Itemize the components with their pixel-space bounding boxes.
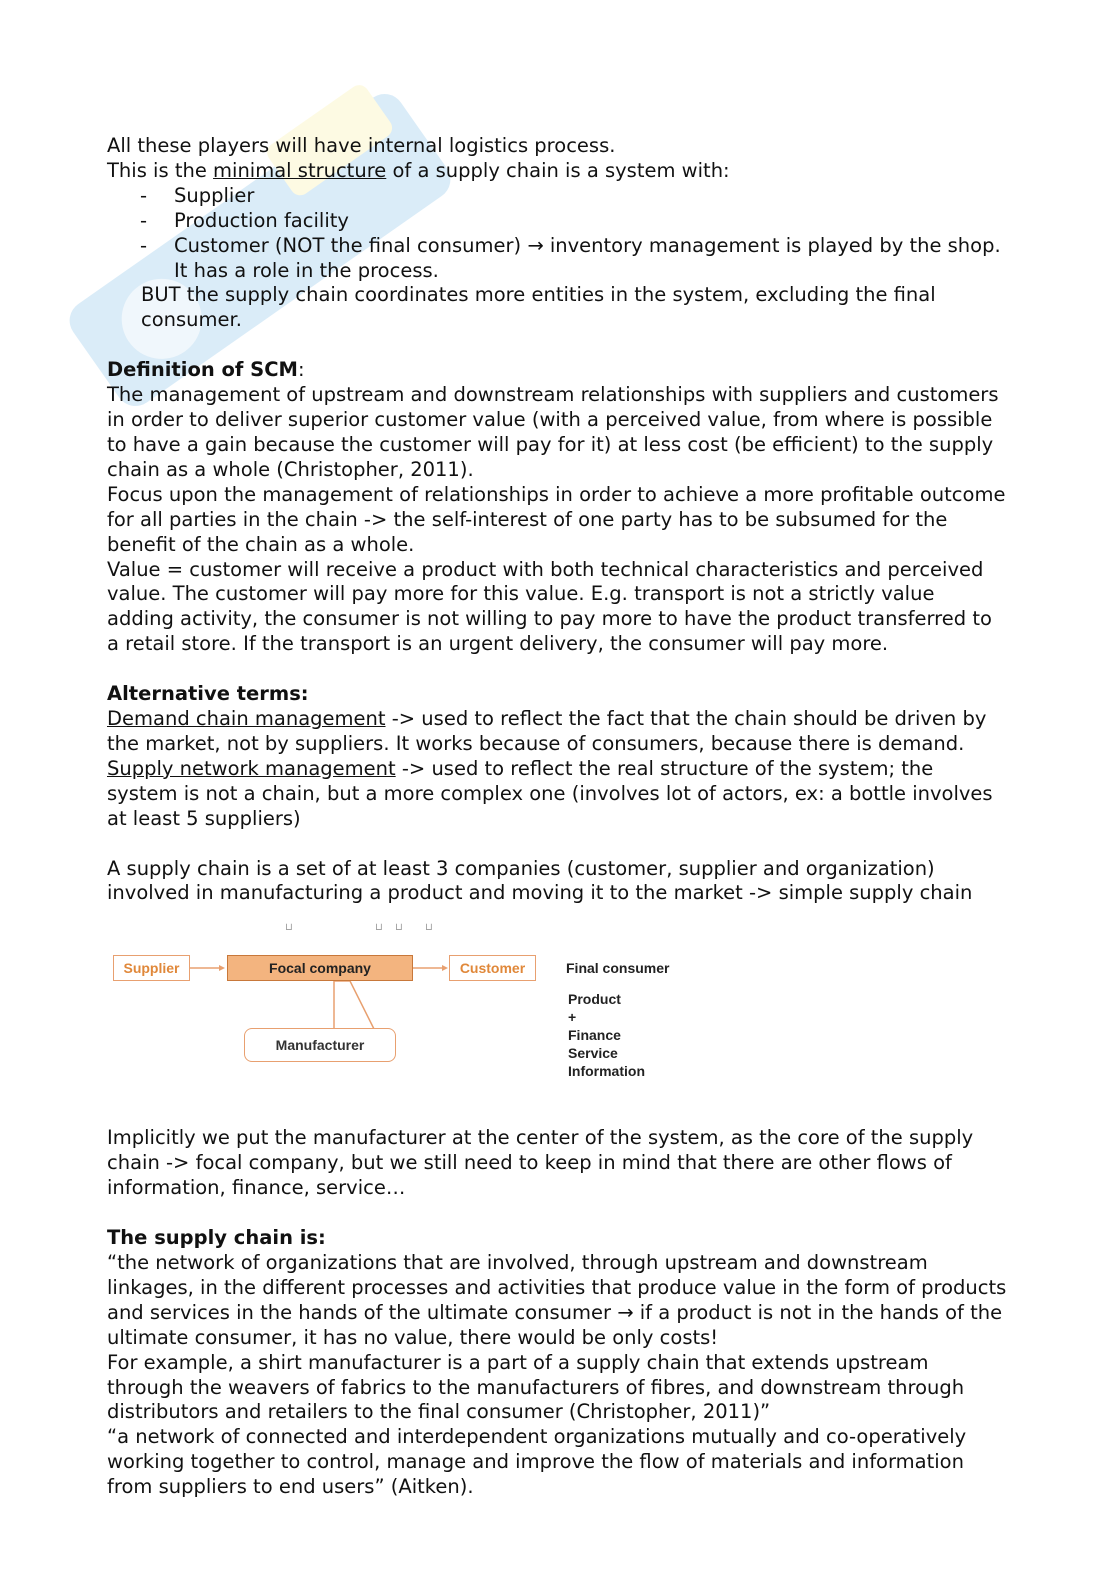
- focus-paragraph: Focus upon the management of relationships in order to achieve a more profitable outcome for all parties in the chain -> the self-interest of one party has to be subsumed for the benefit of the chain as a whole.: [107, 482, 1006, 556]
- intro-line: All these players will have internal logistics process.: [107, 134, 616, 157]
- flow-product: Product: [568, 991, 621, 1008]
- demand-chain-term: Demand chain management: [107, 707, 386, 731]
- flow-finance: Finance: [568, 1027, 621, 1044]
- structure-list: [107, 184, 1007, 284]
- flow-service: Service: [568, 1045, 618, 1062]
- aitken-quote: “a network of connected and interdependent organizations mutually and co-operatively working together to control, manage and improve the flow of materials and information from suppliers to end users” (Aitken).: [107, 1425, 967, 1499]
- implicit-paragraph: Implicitly we put the manufacturer at the center of the system, as the core of the supply chain -> focal company, but we still need to keep in mind that there are other flows of information, finance, service…: [107, 1126, 974, 1200]
- supply-chain-diagram: ⊔ ⊔ ⊔ ⊔ Supplier Focal company Customer Manufacturer Final consumer Product + Finance Service Information: [107, 926, 1007, 1126]
- customer-box: Customer: [449, 955, 536, 981]
- callout-pointer: [334, 981, 374, 1029]
- example-paragraph: For example, a shirt manufacturer is a part of a supply chain that extends upstream through the weavers of fabrics to the manufacturers of fibres, and downstream through distributors and retailers to the final consumer (Christopher, 2011)”: [107, 1350, 965, 1424]
- definition-paragraph: The management of upstream and downstream relationships with suppliers and customers in order to deliver superior customer value (with a perceived value, from where is possible to have a gain because the customer will pay for it) at less cost (be efficient) to the supply chain as a whole (Christopher, 2011).: [107, 383, 999, 481]
- but-line: BUT the supply chain coordinates more entities in the system, excluding the final consumer.: [141, 283, 936, 332]
- intro-structure-line: This is the minimal structure of a supply chain is a system with:: [107, 158, 730, 182]
- demand-chain-paragraph: Demand chain management -> used to reflect the fact that the chain should be driven by the market, not by suppliers. It works because of consumers, because there is demand.: [107, 707, 987, 755]
- supply-network-paragraph: Supply network management -> used to reflect the real structure of the system; the system is not a chain, but a more complex one (involves lot of actors, ex: a bottle involves at least 5 suppliers): [107, 756, 993, 830]
- alternative-terms-heading: Alternative terms:: [107, 682, 309, 706]
- list-item: - Customer (NOT the final consumer) → inventory management is played by the shop. It has a role in the process.: [174, 234, 1007, 284]
- arrow-head: [219, 965, 225, 971]
- flows-list: [568, 990, 645, 1080]
- list-item: - Production facility: [174, 209, 1007, 234]
- flow-plus: +: [568, 1009, 577, 1026]
- manufacturer-box: Manufacturer: [244, 1028, 396, 1062]
- value-paragraph: Value = customer will receive a product with both technical characteristics and perceived value. The customer will pay more for this value. E.g. transport is not a strictly value adding activity, the consumer is not willing to pay more to have the product transferred to a retail store. If the transport is an urgent delivery, the consumer will pay more.: [107, 557, 992, 656]
- focal-company-box: Focal company: [227, 955, 413, 981]
- supply-chain-quote: “the network of organizations that are involved, through upstream and downstream linkages, in the different processes and activities that produce value in the form of products and services in the hands of the ultimate consumer → if a product is not in the hands of the ultimate consumer, it has no value, there would be only costs!: [107, 1251, 1007, 1349]
- supplier-box: Supplier: [113, 955, 190, 981]
- supply-chain-heading: The supply chain is:: [107, 1226, 326, 1250]
- supply-network-term: Supply network management: [107, 756, 396, 780]
- flow-information: Information: [568, 1063, 645, 1080]
- list-item: - Supplier: [174, 184, 1007, 209]
- arrow-head: [442, 965, 448, 971]
- final-consumer-label: Final consumer: [566, 960, 670, 977]
- simple-chain-paragraph: A supply chain is a set of at least 3 companies (customer, supplier and organization) involved in manufacturing a product and moving it to the market -> simple supply chain: [107, 856, 973, 905]
- minimal-structure-term: minimal structure: [213, 158, 387, 182]
- definition-heading: Definition of SCM:: [107, 358, 305, 382]
- document-page: [107, 134, 1007, 1500]
